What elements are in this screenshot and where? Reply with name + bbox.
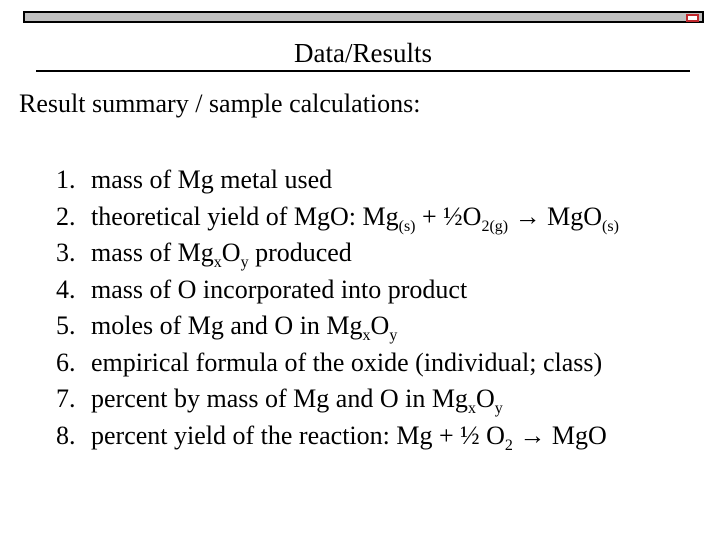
item-number: 1. [56, 165, 76, 194]
list-item [56, 162, 619, 199]
subscript: x [362, 327, 371, 344]
calculation-list [56, 162, 619, 454]
list-item [56, 308, 619, 345]
subscript: x [213, 254, 222, 271]
subscript: y [240, 254, 249, 271]
corner-decoration [686, 14, 699, 22]
list-item [56, 345, 619, 382]
item-text: O [221, 238, 241, 267]
subscript: (s) [398, 217, 416, 235]
item-text: mass of O incorporated into product [91, 274, 468, 304]
item-text: produced [248, 238, 352, 267]
item-text: mass of Mg metal used [91, 165, 333, 194]
top-decorative-bar [23, 11, 704, 23]
slide-title: Data/Results [36, 36, 690, 72]
item-number: 2. [56, 201, 76, 231]
item-text: empirical formula of the oxide (individual; class) [91, 347, 603, 377]
item-text: percent by mass of Mg and O in Mg [91, 384, 468, 413]
item-text: mass of Mg [91, 238, 214, 267]
item-text: O [370, 311, 390, 340]
slide-subtitle: Result summary / sample calculations: [19, 89, 421, 118]
item-text: + ½O [415, 201, 482, 231]
list-item [56, 418, 619, 455]
item-text: O [475, 384, 495, 413]
item-text: → MgO [508, 201, 603, 231]
subscript: y [389, 327, 398, 344]
item-number: 8. [56, 420, 76, 450]
item-text: moles of Mg and O in Mg [91, 311, 363, 340]
item-number: 6. [56, 347, 76, 377]
list-item [56, 381, 619, 418]
list-item [56, 235, 619, 272]
subscript: 2 [504, 436, 513, 454]
item-number: 3. [56, 238, 76, 267]
item-number: 5. [56, 311, 76, 340]
subscript: 2(g) [481, 217, 509, 235]
item-number: 7. [56, 384, 76, 413]
item-number: 4. [56, 274, 76, 304]
subscript: (s) [602, 217, 619, 235]
list-item [56, 199, 619, 236]
subscript: x [467, 400, 476, 417]
item-text: theoretical yield of MgO: Mg [91, 201, 399, 231]
item-text: → MgO [512, 420, 607, 450]
subscript: y [494, 400, 503, 417]
item-text: percent yield of the reaction: Mg + ½ O [91, 420, 505, 450]
list-item [56, 272, 619, 309]
